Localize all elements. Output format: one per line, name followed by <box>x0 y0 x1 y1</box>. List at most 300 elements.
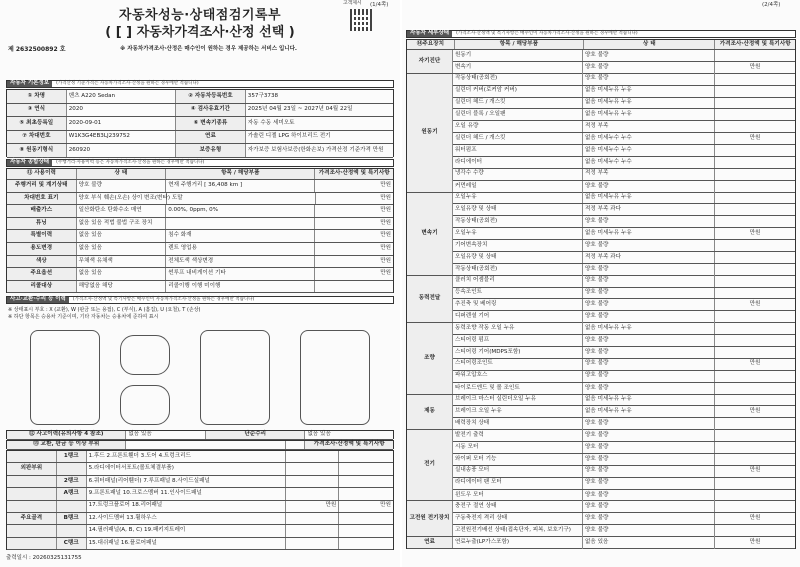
table-cell <box>57 525 87 536</box>
table-cell: 2020 <box>67 104 176 117</box>
section-label: 자동차 종합상태 <box>7 160 52 166</box>
table-cell <box>715 86 795 97</box>
table-cell: 브레이크 오일 누유 <box>453 406 583 417</box>
section-note: (주행거리·사용이력 등은 자동차가격조사·산정을 원하는 경우에만 적습니다) <box>56 159 205 165</box>
table-cell: 커먼레일 <box>453 181 583 193</box>
group-label: 고전원 전기장치 <box>407 501 453 536</box>
group-label: 변속기 <box>407 193 453 275</box>
table-cell <box>715 109 795 120</box>
table-cell <box>715 157 795 168</box>
status-legend: ※ 상태표시 부호 : X (교환), W (판금 또는 용접), C (부식), A (흠집), U (요철), T (손상) <box>8 307 201 313</box>
section-note: (가격조사·산정액 및 특기사항은 매수인이 자동차가격조사·산정을 원하는 경우에만 적습니다) <box>456 30 638 36</box>
table-cell: 12.사이드멤버 13.휠하우스 <box>87 513 286 524</box>
table-cell <box>339 476 393 487</box>
table-cell: 워터펌프 <box>453 145 583 156</box>
overall-state-table <box>6 168 394 293</box>
section-label: 사고·교환·수리 등 이력 <box>7 297 69 303</box>
table-cell: 기어변속장치 <box>453 240 583 251</box>
table-row <box>453 442 795 454</box>
table-cell: 실내송풍 모터 <box>453 466 583 477</box>
table-cell <box>715 430 795 441</box>
table-cell <box>715 193 795 204</box>
table-row <box>453 359 795 371</box>
table-cell: 작동상태(공회전) <box>453 216 583 227</box>
table-cell: 260920 <box>67 144 176 157</box>
table-cell: 양호 불량 <box>583 181 715 193</box>
table-cell: 윈도우 모터 <box>453 490 583 502</box>
table-cell <box>286 441 306 449</box>
table-cell: 연료 <box>176 131 246 144</box>
table-cell: 용도변경 <box>7 243 77 255</box>
overall-state-header <box>6 159 394 167</box>
table-row <box>453 466 795 478</box>
table-cell: 양호 불량 <box>583 288 715 299</box>
section-note: (가격산정 기준가격은 자동차가격조사·산정을 원하는 경우에만 적습니다) <box>56 80 199 86</box>
table-cell: 만원 <box>749 467 761 474</box>
table-row <box>7 451 393 463</box>
table-row <box>7 463 393 475</box>
table-row <box>7 193 393 206</box>
table-row <box>453 276 795 288</box>
table-cell: 냉각수 수량 <box>453 169 583 180</box>
table-cell: 양호 불량 <box>583 490 715 502</box>
table-row <box>7 90 393 104</box>
table-row <box>453 264 795 276</box>
table-cell: 적정 부족 과다 <box>583 204 715 215</box>
group-label: 자기진단 <box>407 50 453 73</box>
table-cell: 오일누유 <box>453 193 583 204</box>
document-subtitle: ( [ ] 자동차가격조사·산정 선택 ) <box>105 25 295 40</box>
table-cell: 와이퍼 모터 기능 <box>453 454 583 465</box>
table-cell <box>715 442 795 453</box>
basic-info-table <box>6 89 394 157</box>
table-row <box>7 268 393 281</box>
table-cell: 2020-09-01 <box>67 117 176 130</box>
table-row <box>7 525 393 537</box>
table-cell: 1랭크 <box>57 451 87 462</box>
table-cell: 해당없음 해당 <box>77 281 167 293</box>
table-cell: 없음 미세누유 누유 <box>583 228 715 239</box>
group-rows <box>453 395 795 430</box>
table-row <box>7 104 393 118</box>
table-cell: 침수 화재 <box>166 230 315 242</box>
table-cell <box>126 441 285 449</box>
table-cell: 실린더 헤드 / 개스킷 <box>453 98 583 109</box>
table-cell: 현재 주행거리 [ 36,408 km ] <box>166 180 315 192</box>
table-cell: 보증유형 <box>176 144 246 157</box>
table-row <box>453 121 795 133</box>
table-cell: 양호 불량 <box>583 311 715 323</box>
table-cell: 양호 불량 <box>583 525 715 537</box>
table-cell <box>715 264 795 276</box>
table-row <box>7 488 393 500</box>
table-cell: 색상 <box>7 256 77 268</box>
table-cell <box>167 193 316 205</box>
table-row <box>7 431 393 440</box>
table-row <box>453 525 795 537</box>
table-cell: 양호 불량 <box>583 454 715 465</box>
table-cell: 변속기 <box>453 62 583 74</box>
table-cell: 스티어링 기어(MDPS포함) <box>453 347 583 358</box>
table-cell: 없음 미세누유 누유 <box>583 323 715 334</box>
table-row <box>453 299 795 311</box>
table-cell: 없음 미세누유 누유 <box>583 395 715 406</box>
table-cell: 없음 미세누수 누수 <box>583 133 715 144</box>
group-label: 외판부위 <box>7 463 57 474</box>
table-header-cell: 가격조사·산정액 및 특기사항 <box>715 40 795 49</box>
table-cell: 무채색 유채색 <box>77 256 167 268</box>
table-row <box>453 513 795 525</box>
table-cell: ⑦ 차대번호 <box>7 131 67 144</box>
table-cell: 14.필러패널(A, B, C) 19.패키지트레이 <box>87 525 286 536</box>
table-cell: 양호 불량 <box>583 383 715 395</box>
table-cell: 작동상태(공회전) <box>453 74 583 85</box>
table-row <box>453 169 795 181</box>
table-cell: 만원 <box>380 244 391 251</box>
table-row <box>7 117 393 131</box>
table-cell <box>339 451 393 462</box>
table-cell: 양호 불량 <box>583 335 715 346</box>
table-cell: 만원 <box>380 257 391 264</box>
table-row <box>453 50 795 62</box>
table-cell <box>57 463 87 474</box>
table-row <box>453 454 795 466</box>
table-row <box>407 40 795 50</box>
table-cell: 양호 불량 <box>583 74 715 85</box>
table-cell: 양호 불량 <box>583 501 715 512</box>
table-cell: 전체도색 색상변경 <box>166 256 315 268</box>
table-cell: 없음 있음 <box>307 431 331 438</box>
table-cell: 가솔린 디젤 LPG 하이브리드 전기 <box>247 133 331 140</box>
table-cell: 오일유량 및 상태 <box>453 252 583 263</box>
table-cell: 적정 부족 <box>583 169 715 180</box>
table-cell: 0.00%, 0ppm, 0% <box>166 205 315 217</box>
table-row <box>7 281 393 294</box>
table-row <box>453 228 795 240</box>
table-cell: 리콜이행 이행 미이행 <box>166 281 315 293</box>
table-cell: 등속조인트 <box>453 288 583 299</box>
group-label <box>7 538 57 549</box>
car-side-left-diagram <box>30 330 100 425</box>
table-cell <box>715 288 795 299</box>
table-cell <box>715 311 795 323</box>
table-cell: 클러치 어셈블리 <box>453 276 583 287</box>
table-cell: 만원 <box>749 301 761 308</box>
group-rows <box>453 501 795 536</box>
detail-group <box>407 323 795 394</box>
table-cell: 357구3738 <box>247 92 279 99</box>
table-row <box>7 256 393 269</box>
section-note: (가격조사·산정액 및 특기사항은 매수인이 자동차가격조사·산정을 원하는 경우에만 적습니다) <box>72 296 255 302</box>
table-cell: 양호 불량 <box>583 264 715 276</box>
table-row <box>453 490 795 502</box>
table-cell <box>715 335 795 346</box>
table-cell: ④ 검사유효기간 <box>176 104 246 117</box>
table-cell: 양호 불량 <box>583 478 715 489</box>
table-cell: 특별이력 <box>7 230 77 242</box>
table-cell: 라디에이터 <box>453 157 583 168</box>
group-label: 제동 <box>407 395 453 430</box>
table-row <box>7 501 393 513</box>
table-cell: 2025년 04월 23일 ~ 2027년 04월 22일 <box>247 106 353 113</box>
table-cell: 5.라디에이터서포트(볼트체결부품) <box>87 463 286 474</box>
document-number: 제 2632500892 호 <box>8 46 66 53</box>
table-row <box>453 157 795 169</box>
detail-group <box>407 501 795 537</box>
table-cell: ⑥ 변속기종류 <box>176 117 246 130</box>
table-cell: 주행거리 및 계기상태 <box>7 180 77 192</box>
table-cell: 배력장치 상태 <box>453 418 583 430</box>
table-cell: 만원 <box>286 501 340 512</box>
table-cell <box>715 216 795 227</box>
table-row <box>453 98 795 110</box>
table-cell: 벤츠 A220 Sedan <box>67 90 176 103</box>
table-row <box>453 335 795 347</box>
table-cell: 발전기 출력 <box>453 430 583 441</box>
table-cell: A랭크 <box>57 488 87 499</box>
table-cell <box>715 74 795 85</box>
table-cell: 17.트렁크플로어 18.리어패널 <box>87 501 286 512</box>
table-cell <box>715 169 795 180</box>
table-cell: 만원 <box>380 232 391 239</box>
group-rows <box>453 430 795 500</box>
table-row <box>453 383 795 395</box>
table-cell: 없음 미세누수 누수 <box>583 157 715 168</box>
table-row <box>453 145 795 157</box>
table-row <box>7 441 393 450</box>
table-row <box>453 418 795 430</box>
table-cell <box>286 451 340 462</box>
page-2 <box>402 0 800 567</box>
table-cell: 1.후드 2.프론트휀더 3.도어 4.트렁크리드 <box>87 451 286 462</box>
table-cell: 만원 <box>749 408 761 415</box>
table-cell: 만원 <box>380 219 391 226</box>
table-row <box>453 288 795 300</box>
table-cell <box>339 463 393 474</box>
table-row <box>7 169 393 180</box>
basic-info-header <box>6 80 394 88</box>
group-label <box>7 488 57 499</box>
table-cell: 양호 불량 <box>583 442 715 453</box>
table-cell: 적정 부족 과다 <box>583 252 715 263</box>
table-cell: 없음 있음 <box>77 230 167 242</box>
table-cell <box>715 50 795 61</box>
table-cell: 일산화탄소 탄화수소 매연 <box>77 205 167 217</box>
table-cell <box>715 490 795 502</box>
table-row <box>453 181 795 193</box>
group-label <box>7 451 57 462</box>
table-header-cell: ⑭주요장치 <box>407 40 455 49</box>
table-cell: 오일 유량 <box>453 121 583 132</box>
table-cell: ⑧ 원동기형식 <box>7 144 67 157</box>
table-row <box>7 205 393 218</box>
table-cell <box>715 276 795 287</box>
table-cell <box>339 488 393 499</box>
table-cell: 구동축전지 격리 상태 <box>453 513 583 524</box>
table-cell <box>286 476 340 487</box>
table-cell <box>286 525 340 536</box>
group-label: 전기 <box>407 430 453 500</box>
table-cell: C랭크 <box>57 538 87 549</box>
detail-group <box>407 50 795 74</box>
accident-parts-table <box>6 450 394 550</box>
table-header-cell: 항목 / 해당부품 <box>455 40 584 49</box>
accident-summary-row <box>6 430 394 439</box>
detail-group <box>407 74 795 193</box>
detail-group <box>407 430 795 501</box>
table-cell <box>715 371 795 382</box>
table-cell: 만원 <box>380 194 392 201</box>
print-timestamp: 출력일시 : 20260325131755 <box>6 555 82 561</box>
table-cell: 실린더 블록 / 오일팬 <box>453 109 583 120</box>
table-row <box>453 347 795 359</box>
table-cell: 시동 모터 <box>453 442 583 453</box>
table-cell: 라디에이터 팬 모터 <box>453 478 583 489</box>
detail-state-header <box>406 30 796 38</box>
group-rows <box>453 50 795 73</box>
table-cell: 실린더 커버(로커암 커버) <box>453 86 583 97</box>
table-cell: 디퍼렌셜 기어 <box>453 311 583 323</box>
table-cell: 만원 <box>749 514 761 521</box>
group-label <box>7 476 57 487</box>
table-cell <box>715 204 795 215</box>
table-cell: 양호 불량 <box>583 430 715 441</box>
table-cell: 충전구 절연 상태 <box>453 501 583 512</box>
table-cell: 없음 있음 <box>77 243 167 255</box>
car-front-diagram <box>120 335 170 375</box>
table-cell: 브레이크 마스터 실린더오일 누유 <box>453 395 583 406</box>
table-cell <box>715 347 795 358</box>
group-label <box>7 525 57 536</box>
table-row <box>453 311 795 323</box>
table-cell: 2랭크 <box>57 476 87 487</box>
table-cell <box>715 323 795 334</box>
table-cell: 렌트 영업용 <box>166 243 315 255</box>
table-cell <box>286 463 340 474</box>
table-row <box>453 86 795 98</box>
table-row <box>453 406 795 418</box>
table-row <box>7 538 393 550</box>
table-row <box>7 131 393 145</box>
table-row <box>453 133 795 145</box>
table-row <box>7 230 393 243</box>
table-row <box>7 243 393 256</box>
table-cell: 만원 <box>380 502 391 509</box>
table-row <box>453 478 795 490</box>
table-cell <box>715 478 795 489</box>
table-cell: 양호 부식 훼손(오손) 상이 변조(변타) 도말 <box>77 193 167 205</box>
group-label <box>7 501 57 512</box>
page-number: (2/4쪽) <box>762 2 781 8</box>
table-cell: 없음 있음 <box>583 537 715 549</box>
group-rows <box>453 276 795 323</box>
accident-parts-header <box>6 440 394 449</box>
page-number: (1/4쪽) <box>370 2 389 8</box>
table-row <box>7 476 393 488</box>
table-cell: 만원 <box>749 64 761 71</box>
table-cell: 적정 부족 <box>583 121 715 132</box>
table-cell <box>715 98 795 109</box>
table-header-cell: 가격조사·산정액 및 특기사항 <box>315 169 393 179</box>
table-cell: 양호 불량 <box>583 513 715 524</box>
table-cell <box>339 538 393 549</box>
table-cell: 양호 불량 <box>583 418 715 430</box>
table-cell: 스티어링조인트 <box>453 359 583 370</box>
table-cell: 양호 불량 <box>583 466 715 477</box>
table-cell: 만원 <box>749 539 761 546</box>
table-cell <box>715 395 795 406</box>
table-cell <box>715 121 795 132</box>
detail-group <box>407 395 795 431</box>
car-frame-diagram <box>200 330 270 425</box>
table-cell: 타이로드엔드 및 볼 조인트 <box>453 383 583 395</box>
table-cell: 양호 불량 <box>583 371 715 382</box>
detail-group <box>407 537 795 549</box>
detail-group <box>407 276 795 324</box>
table-row <box>453 252 795 264</box>
table-cell: 없음 있음 <box>77 268 167 280</box>
table-cell <box>715 181 795 193</box>
table-cell: B랭크 <box>57 513 87 524</box>
table-row <box>453 537 795 549</box>
table-cell: ⑫ 사고이력(유의사항 4 참조) <box>7 431 126 439</box>
table-cell: 양호 불량 <box>583 240 715 251</box>
table-row <box>7 218 393 231</box>
table-cell: 파워고압호스 <box>453 371 583 382</box>
table-header-cell: 항목 / 해당부품 <box>166 169 315 179</box>
table-cell: 차대번호 표기 <box>7 193 77 205</box>
table-cell: 자동 수동 세미오토 <box>247 119 295 126</box>
table-cell: 리콜대상 <box>7 281 77 293</box>
table-row <box>7 180 393 193</box>
table-cell <box>286 488 340 499</box>
table-cell: 배출가스 <box>7 205 77 217</box>
table-row <box>453 395 795 407</box>
table-cell <box>715 240 795 251</box>
table-cell: 연료누출(LP가스포함) <box>453 537 583 549</box>
section-label: 자동차 기본정보 <box>7 81 52 87</box>
group-label: 조향 <box>407 323 453 393</box>
table-cell: 양호 불량 <box>583 347 715 358</box>
table-header-cell: 상 태 <box>584 40 715 49</box>
detail-state-table <box>406 39 796 549</box>
table-cell: 없음 미세누유 누유 <box>583 193 715 204</box>
table-row <box>7 144 393 158</box>
car-side-right-diagram <box>300 330 370 425</box>
table-cell: 실린더 헤드 / 개스킷 <box>453 133 583 144</box>
table-cell: 가격조사·산정액 및 특기사항 <box>305 441 393 449</box>
table-cell <box>166 218 315 230</box>
table-row <box>453 371 795 383</box>
table-cell: 썬루프 내비게이션 기타 <box>166 268 315 280</box>
table-cell <box>715 252 795 263</box>
table-cell <box>286 513 340 524</box>
table-cell: 9.프론트패널 10.크로스멤버 11.인사이드패널 <box>87 488 286 499</box>
table-cell: 양호 불량 <box>583 299 715 310</box>
table-cell <box>286 538 340 549</box>
section-label: 자동차 세부상태 <box>407 31 452 37</box>
table-cell: 만원 <box>749 229 761 236</box>
table-cell: 튜닝 <box>7 218 77 230</box>
table-cell: ③ 연식 <box>7 104 67 117</box>
group-label: 주요골격 <box>7 513 57 524</box>
group-rows <box>453 193 795 275</box>
table-cell: 오일누유 <box>453 228 583 239</box>
table-header-cell: ⑪ 사용이력 <box>7 169 77 179</box>
table-cell <box>57 501 87 512</box>
table-cell: 추진축 및 베어링 <box>453 299 583 310</box>
table-cell <box>315 281 393 293</box>
